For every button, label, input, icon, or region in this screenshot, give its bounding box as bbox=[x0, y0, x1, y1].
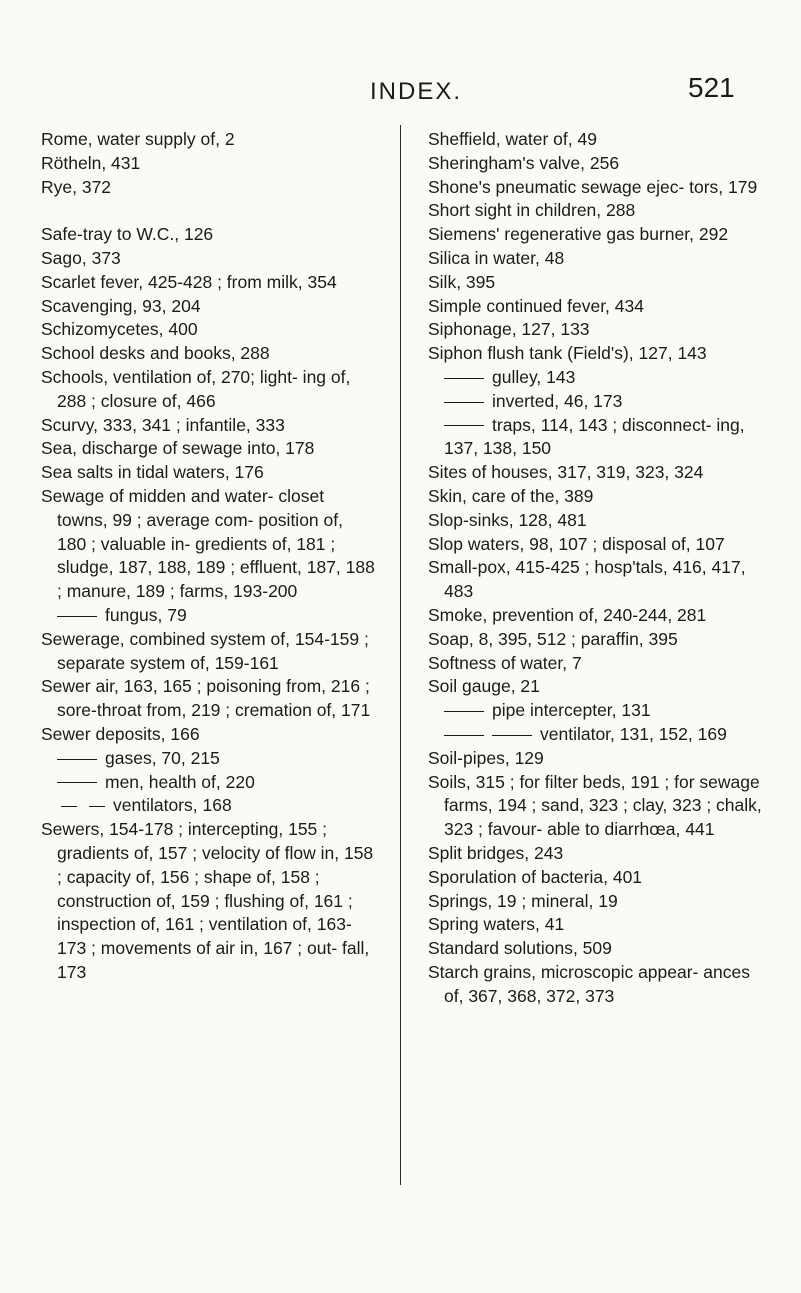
index-entry bbox=[41, 223, 376, 247]
index-entry-text: Soils, 315 ; for filter beds, 191 ; for sewage farms, 194 ; sand, 323 ; clay, 323 ; chalk, 323 ; favour- able to diarrhœa, 441 bbox=[428, 771, 762, 840]
index-entry-text: Spring waters, 41 bbox=[428, 914, 565, 935]
index-entry bbox=[41, 604, 376, 628]
index-entry-text: Soap, 8, 395, 512 ; paraffin, 395 bbox=[428, 628, 678, 649]
index-entry-text: Sewage of midden and water- closet towns, 99 ; average com- position of, 180 ; valuable in- gredients of, 181 ; sludge, 187, 188, 189 ; effluent, 187, 188 ; manure, 189 ; farms, 193-200 bbox=[41, 485, 375, 602]
index-entry-text: gases, 70, 215 bbox=[105, 747, 220, 768]
index-entry bbox=[41, 771, 376, 795]
index-entry bbox=[41, 437, 376, 461]
index-entry-text: Safe-tray to W.C., 126 bbox=[41, 224, 214, 245]
index-entry bbox=[428, 771, 773, 842]
ditto-dash bbox=[444, 378, 484, 379]
index-entry bbox=[41, 461, 376, 485]
index-entry-text: ventilators, 168 bbox=[113, 795, 232, 816]
index-entry-text: ventilator, 131, 152, 169 bbox=[540, 723, 727, 744]
index-entry bbox=[428, 842, 773, 866]
index-entry-text: Sheringham's valve, 256 bbox=[428, 152, 620, 173]
ditto-dash bbox=[61, 806, 77, 807]
index-entry bbox=[41, 342, 376, 366]
index-entry bbox=[41, 247, 376, 271]
index-entry-text: Slop-sinks, 128, 481 bbox=[428, 509, 587, 530]
index-entry-text: Schizomycetes, 400 bbox=[41, 319, 198, 340]
index-entry-text: Split bridges, 243 bbox=[428, 842, 564, 863]
index-entry bbox=[428, 247, 773, 271]
index-entry-text: Sago, 373 bbox=[41, 247, 121, 268]
index-entry bbox=[428, 890, 773, 914]
index-entry bbox=[428, 485, 773, 509]
index-entry bbox=[428, 176, 773, 200]
index-entry-text: Scurvy, 333, 341 ; infantile, 333 bbox=[41, 414, 285, 435]
index-entry-text: Rye, 372 bbox=[41, 176, 112, 197]
index-entry bbox=[428, 461, 773, 485]
index-entry-text: Slop waters, 98, 107 ; disposal of, 107 bbox=[428, 533, 725, 554]
index-entry-text: Sites of houses, 317, 319, 323, 324 bbox=[428, 462, 704, 483]
ditto-dash bbox=[444, 402, 484, 403]
index-entry-text: Short sight in children, 288 bbox=[428, 200, 636, 221]
index-entry bbox=[41, 747, 376, 771]
index-entry-text: Sewer deposits, 166 bbox=[41, 723, 200, 744]
index-entry-text: Rome, water supply of, 2 bbox=[41, 129, 235, 149]
column-divider bbox=[400, 125, 401, 1185]
index-entry-text: Sheffield, water of, 49 bbox=[428, 129, 597, 149]
index-entry bbox=[428, 509, 773, 533]
index-entry bbox=[428, 699, 773, 723]
index-entry-text: Standard solutions, 509 bbox=[428, 938, 612, 959]
index-entry bbox=[428, 390, 773, 414]
index-entry bbox=[428, 913, 773, 937]
index-entry bbox=[428, 675, 773, 699]
index-entry-text: Shone's pneumatic sewage ejec- tors, 179 bbox=[428, 176, 758, 197]
index-entry-text: Silk, 395 bbox=[428, 271, 496, 292]
index-entry-text: Simple continued fever, 434 bbox=[428, 295, 644, 316]
index-entry bbox=[428, 628, 773, 652]
index-column-left bbox=[41, 128, 376, 985]
ditto-dash bbox=[89, 806, 105, 807]
index-entry-text: Smoke, prevention of, 240-244, 281 bbox=[428, 604, 707, 625]
index-entry bbox=[428, 152, 773, 176]
index-entry bbox=[41, 152, 376, 176]
index-entry-text: Springs, 19 ; mineral, 19 bbox=[428, 890, 618, 911]
index-entry-text: Sea salts in tidal waters, 176 bbox=[41, 462, 264, 483]
index-entry bbox=[41, 628, 376, 676]
index-entry bbox=[41, 414, 376, 438]
ditto-dash bbox=[57, 782, 97, 783]
index-entry bbox=[41, 271, 376, 295]
index-entry bbox=[428, 271, 773, 295]
index-entry bbox=[428, 366, 773, 390]
index-entry-text: pipe intercepter, 131 bbox=[492, 700, 651, 721]
index-entry-text: Sewers, 154-178 ; intercepting, 155 ; gradients of, 157 ; velocity of flow in, 158 ; capacity of, 156 ; shape of, 158 ; construction of, 159 ; flushing of, 161 ; inspection of, 161 ; ventilation of, 163-173 ; movements of air in, 167 ; out- fall, 173 bbox=[41, 819, 374, 982]
index-entry bbox=[428, 604, 773, 628]
index-entry bbox=[428, 747, 773, 771]
index-entry bbox=[428, 937, 773, 961]
index-entry-text: Rötheln, 431 bbox=[41, 152, 141, 173]
ditto-dash bbox=[492, 735, 532, 736]
index-entry-text: Sewer air, 163, 165 ; poisoning from, 216 ; sore-throat from, 219 ; cremation of, 171 bbox=[41, 676, 371, 721]
index-entry bbox=[428, 342, 773, 366]
index-entry-text: Sewerage, combined system of, 154-159 ; separate system of, 159-161 bbox=[41, 628, 369, 673]
ditto-dash bbox=[444, 735, 484, 736]
index-entry bbox=[41, 723, 376, 747]
index-entry bbox=[428, 961, 773, 1009]
index-entry-text: Scavenging, 93, 204 bbox=[41, 295, 201, 316]
ditto-dash bbox=[57, 616, 97, 617]
index-entry-text: Softness of water, 7 bbox=[428, 652, 582, 673]
index-entry-text: Soil-pipes, 129 bbox=[428, 747, 544, 768]
index-entry bbox=[41, 176, 376, 200]
index-entry-text: gulley, 143 bbox=[492, 366, 576, 387]
index-entry-text: traps, 114, 143 ; disconnect- ing, 137, 138, 150 bbox=[444, 414, 745, 459]
index-entry bbox=[428, 223, 773, 247]
index-entry-text: inverted, 46, 173 bbox=[492, 390, 623, 411]
page-title: INDEX. bbox=[370, 78, 463, 105]
index-entry bbox=[41, 485, 376, 604]
page-number: 521 bbox=[688, 72, 735, 103]
index-entry bbox=[41, 128, 376, 152]
index-entry bbox=[428, 866, 773, 890]
index-entry-text: men, health of, 220 bbox=[105, 771, 255, 792]
index-entry-text: fungus, 79 bbox=[105, 604, 187, 625]
index-entry-text: Soil gauge, 21 bbox=[428, 676, 540, 697]
index-entry bbox=[41, 675, 376, 723]
index-entry bbox=[41, 818, 376, 985]
index-entry-text: Siphon flush tank (Field's), 127, 143 bbox=[428, 343, 707, 364]
ditto-dash bbox=[444, 711, 484, 712]
index-entry bbox=[428, 128, 773, 152]
index-entry-text: Scarlet fever, 425-428 ; from milk, 354 bbox=[41, 271, 337, 292]
index-column-right bbox=[428, 128, 773, 1008]
index-entry bbox=[41, 295, 376, 319]
index-entry-text: Schools, ventilation of, 270; light- ing of, 288 ; closure of, 466 bbox=[41, 366, 351, 411]
index-entry bbox=[428, 652, 773, 676]
index-entry bbox=[428, 556, 773, 604]
index-entry-text: School desks and books, 288 bbox=[41, 343, 270, 364]
index-entry bbox=[428, 199, 773, 223]
index-entry bbox=[428, 533, 773, 557]
index-entry-text: Siemens' regenerative gas burner, 292 bbox=[428, 224, 729, 245]
index-entry-text: Siphonage, 127, 133 bbox=[428, 319, 590, 340]
index-entry bbox=[41, 794, 376, 818]
page-header bbox=[0, 70, 801, 114]
index-entry-text: Small-pox, 415-425 ; hosp'tals, 416, 417, 483 bbox=[428, 557, 746, 602]
index-entry bbox=[428, 723, 773, 747]
index-entry bbox=[41, 366, 376, 414]
index-entry bbox=[41, 318, 376, 342]
index-entry-text: Sporulation of bacteria, 401 bbox=[428, 866, 643, 887]
index-entry bbox=[428, 318, 773, 342]
ditto-dash bbox=[444, 425, 484, 426]
index-entry-text: Skin, care of the, 389 bbox=[428, 485, 594, 506]
index-entry-text: Sea, discharge of sewage into, 178 bbox=[41, 438, 315, 459]
index-entry bbox=[428, 295, 773, 319]
ditto-dash bbox=[57, 759, 97, 760]
index-entry-text: Starch grains, microscopic appear- ances of, 367, 368, 372, 373 bbox=[428, 961, 750, 1006]
index-entry bbox=[428, 414, 773, 462]
index-entry-text: Silica in water, 48 bbox=[428, 247, 565, 268]
